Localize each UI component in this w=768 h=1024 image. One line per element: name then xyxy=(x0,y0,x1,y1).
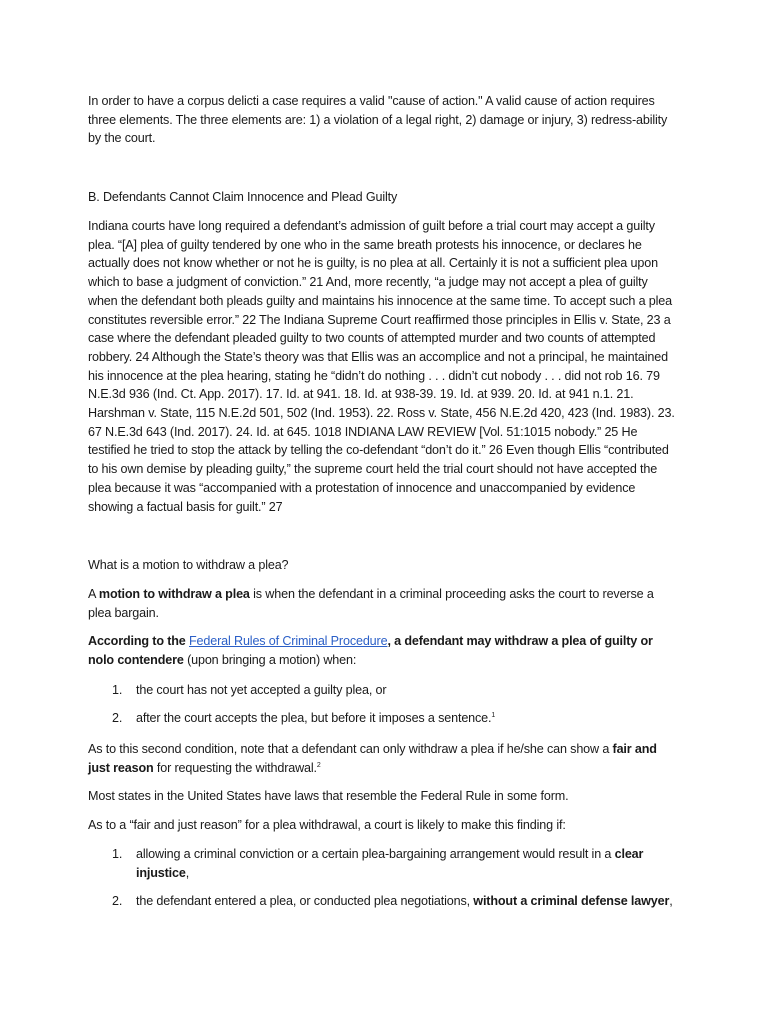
list-item xyxy=(112,892,678,911)
second-end: for requesting the withdrawal. xyxy=(153,760,317,775)
withdrawal-conditions-list xyxy=(112,681,678,736)
federal-prefix: According to the xyxy=(88,634,189,648)
list-number: 2. xyxy=(112,710,123,725)
motion-definition xyxy=(88,585,678,622)
motion-question: What is a motion to withdraw a plea? xyxy=(88,558,289,572)
fair-reasons-list xyxy=(112,845,678,921)
list-number: 1. xyxy=(112,683,123,697)
fair-reason-intro: As to a “fair and just reason” for a plea withdrawal, a court is likely to make this finding if: xyxy=(88,818,566,832)
list-item xyxy=(112,681,678,700)
federal-rules-link[interactable]: Federal Rules of Criminal Procedure xyxy=(189,634,388,648)
federal-bold-term: guilty or nolo contendere xyxy=(88,634,653,667)
second-condition-paragraph xyxy=(88,740,678,777)
federal-end: (upon bringing a motion) when: xyxy=(183,652,357,667)
list-item-bold: clear injustice xyxy=(136,847,644,880)
list-number: 2. xyxy=(112,894,123,909)
footnote-marker: 2 xyxy=(316,761,321,769)
definition-rest: is when the defendant in a criminal proceeding asks the court to reverse a plea bargain. xyxy=(88,587,654,620)
federal-rules-paragraph xyxy=(88,632,678,669)
list-item-suffix: , xyxy=(185,865,190,880)
section-heading: B. Defendants Cannot Claim Innocence and Plead Guilty xyxy=(88,190,398,204)
list-item-text: allowing a criminal conviction or a certain plea-bargaining arrangement would result in a xyxy=(136,847,615,861)
definition-term: motion to withdraw a plea xyxy=(98,587,250,601)
footnote-marker: 1 xyxy=(491,711,496,719)
second-prefix: As to this second condition, note that a defendant can only withdraw a plea if he/she can show a xyxy=(88,742,613,756)
list-item-suffix: , xyxy=(669,894,673,909)
states-paragraph: Most states in the United States have laws that resemble the Federal Rule in some form. xyxy=(88,789,569,803)
list-item-bold: without a criminal defense lawyer xyxy=(473,894,670,909)
indiana-paragraph: Indiana courts have long required a defendant’s admission of guilt before a trial court may accept a guilty plea. “[A] plea of guilty tendered by one who in the same breath protests his innocence, or declares he actually does not know whether or not he is guilty, is no plea at all. Certainly it is not a sufficient plea upon which to base a judgment of conviction.” 21 And, more recently, “a judge may not accept a plea of guilty when the defendant both pleads guilty and maintains his innocence at the same time. To accept such a plea constitutes reversible error.” 22 The Indiana Supreme Court reaffirmed those principles in Ellis v. State, 23 a case where the defendant pleaded guilty to two counts of attempted murder and two counts of attempted robbery. 24 Although the State’s theory was that Ellis was an accomplice and not a principal, he maintained his innocence at the plea hearing, stating he “didn’t do nothing . . . didn’t cut nobody . . . did not rob 16. 79 N.E.3d 936 (Ind. Ct. App. 2017). 17. Id. at 941. 18. Id. at 938-39. 19. Id. at 939. 20. Id. at 941 n.1. 21. Harshman v. State, 115 N.E.2d 501, 502 (Ind. 1953). 22. Ross v. State, 456 N.E.2d 420, 423 (Ind. 1983). 23. 67 N.E.3d 643 (Ind. 2017). 24. Id. at 645. 1018 INDIANA LAW REVIEW [Vol. 51:1015 nobody.” 25 He testified he tried to stop the attack by telling the co-defendant “don’t do it.” 26 Even though Ellis “contributed to his own demise by pleading guilty,” the supreme court held the trial court should not have accepted the plea because it was “accompanied with a protestation of innocence and unaccompanied by evidence showing a factual basis for guilt.” 27 xyxy=(88,219,675,514)
list-item-text: the defendant entered a plea, or conducted plea negotiations, xyxy=(136,894,474,909)
list-item-text: after the court accepts the plea, but before it imposes a sentence. xyxy=(136,710,492,725)
second-bold-term: fair and just reason xyxy=(88,742,657,775)
intro-paragraph: In order to have a corpus delicti a case requires a valid "cause of action." A valid cause of action requires three elements. The three elements are: 1) a violation of a legal right, 2) damage or injury, 3) redress-ability by the court. xyxy=(88,94,668,146)
federal-mid: , a defendant may withdraw a plea of xyxy=(387,634,605,648)
list-item xyxy=(112,845,678,882)
list-item xyxy=(112,709,678,728)
definition-prefix: A xyxy=(88,587,99,601)
list-item-text: the court has not yet accepted a guilty plea, or xyxy=(136,683,387,697)
list-number: 1. xyxy=(112,847,123,861)
